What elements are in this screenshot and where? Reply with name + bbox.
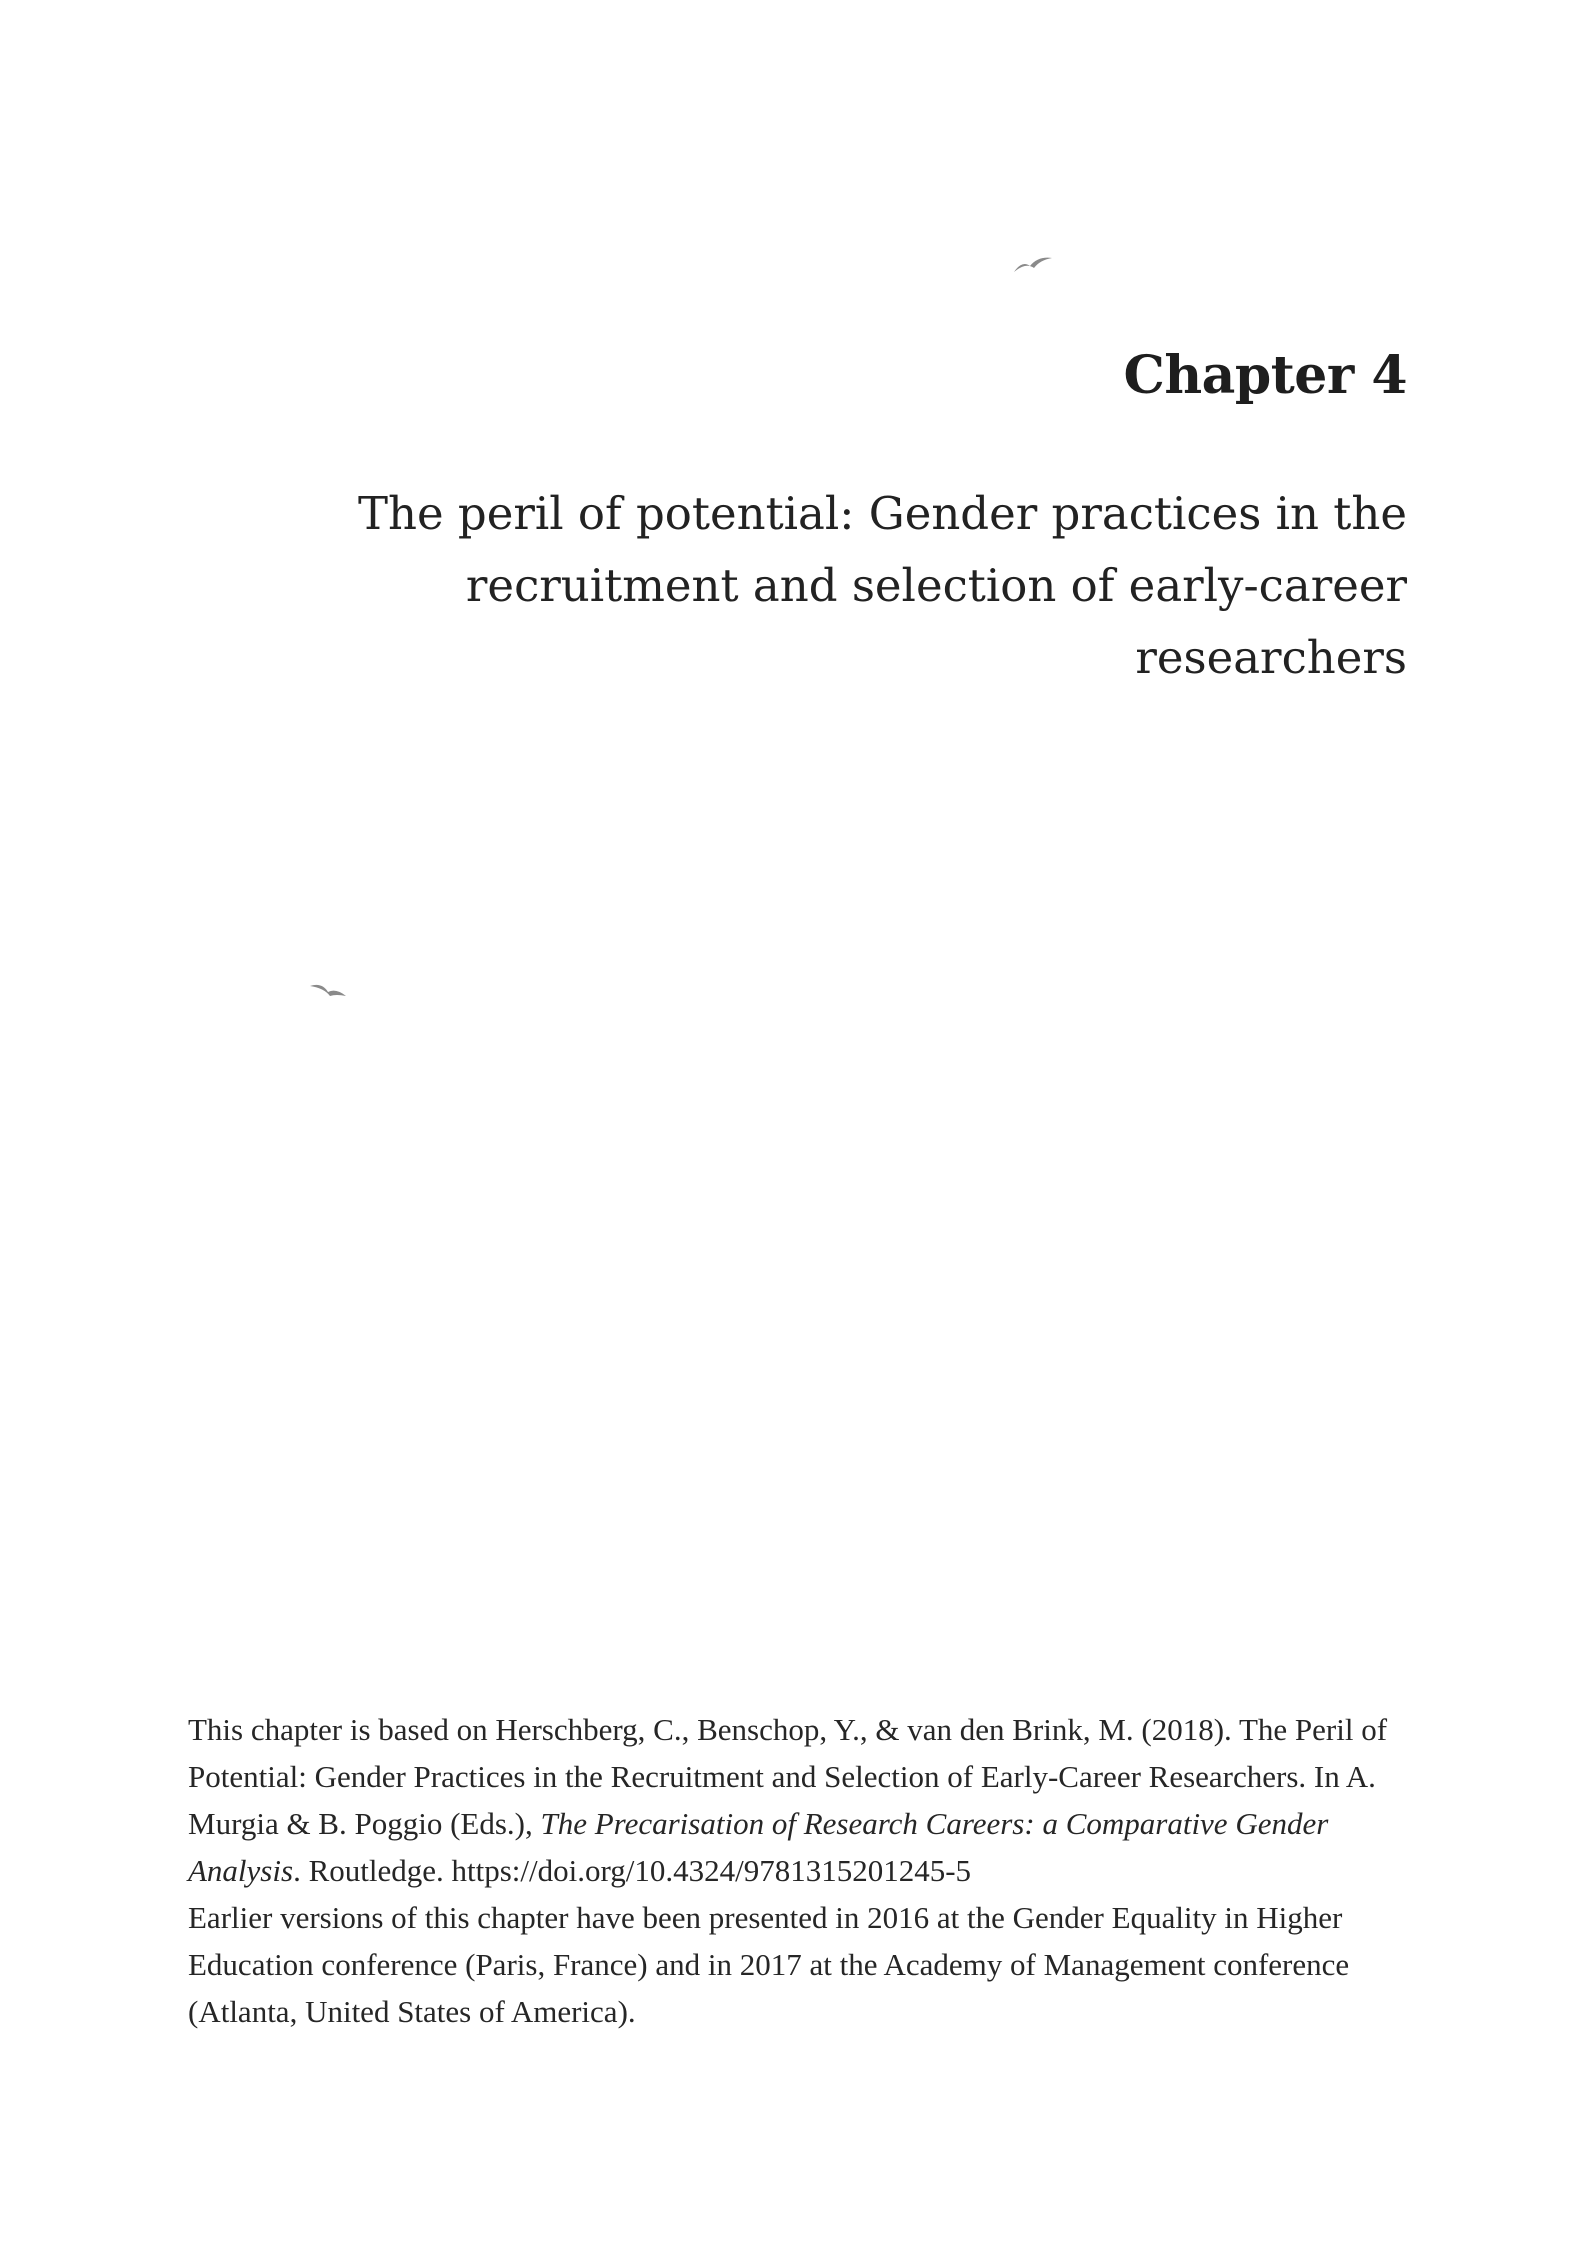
chapter-label: Chapter 4: [1123, 345, 1407, 406]
bird-icon: [1012, 252, 1056, 278]
source-citation: [188, 1706, 1408, 1894]
book-title: The Precarisation of Research Careers: a Comparative Gender Analysis: [188, 1806, 1329, 1888]
chapter-source-note: [188, 1706, 1408, 2035]
citation-publisher-doi: . Routledge. https://doi.org/10.4324/9781315201245-5: [293, 1853, 972, 1888]
bird-icon: [306, 980, 350, 1006]
chapter-title: [247, 478, 1407, 694]
citation-text: This chapter is based on Herschberg, C., Benschop, Y., & van den Brink, M. (2018). The Peril of Potential: Gender Practices in the Recruitment and Selection of Early-Career Researchers. In A. Murgia & B. Poggio (Eds.),: [188, 1712, 1388, 1841]
chapter-title-line-2: recruitment and selection of early-career researchers: [465, 559, 1407, 684]
earlier-versions-note: Earlier versions of this chapter have been presented in 2016 at the Gender Equality in Higher Education conference (Paris, France) and in 2017 at the Academy of Management conference (Atlanta, United States of America).: [188, 1900, 1350, 2029]
chapter-title-line-1: The peril of potential: Gender practices in the: [357, 487, 1407, 540]
